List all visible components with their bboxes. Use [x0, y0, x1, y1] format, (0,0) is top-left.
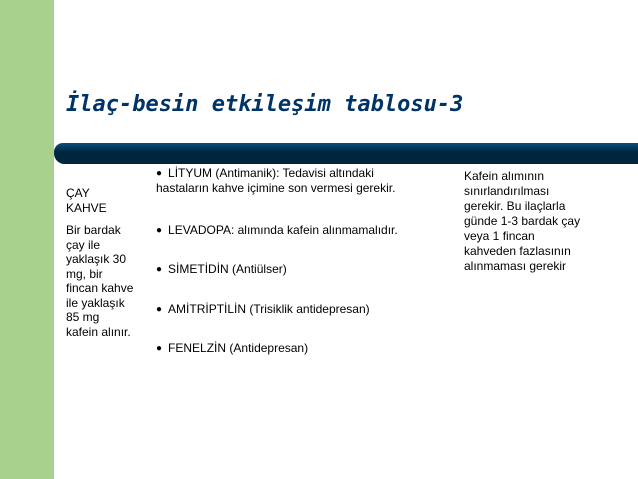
food-text-line: ile yaklaşık	[66, 295, 125, 310]
food-heading-line-1: ÇAY	[66, 186, 90, 200]
recommendation-line: alınmaması gerekir	[464, 259, 567, 273]
food-text-line: mg, bir	[66, 266, 103, 281]
drug-list-item	[156, 341, 456, 356]
recommendation-line: Kafein alımının	[464, 169, 545, 183]
bullet-icon: ●	[156, 264, 163, 275]
drug-list-item	[156, 262, 456, 277]
drug-list-item	[156, 302, 456, 317]
drug-item-text: SİMETİDİN (Antiülser)	[168, 262, 287, 276]
bullet-icon: ●	[156, 225, 163, 236]
food-column	[66, 186, 154, 339]
recommendation-line: günde 1-3 bardak çay	[464, 214, 581, 228]
food-text-line: çay ile	[66, 237, 101, 252]
drug-list-item	[156, 166, 456, 196]
food-text-line: Bir bardak	[66, 223, 121, 237]
food-text-line: yaklaşık 30	[66, 252, 127, 266]
food-heading-line-2: KAHVE	[66, 200, 107, 215]
recommendation-line: kahveden fazlasının	[464, 244, 571, 258]
food-text-line: fincan kahve	[66, 281, 134, 295]
bullet-icon: ●	[156, 168, 163, 179]
title-divider-bar	[54, 143, 638, 164]
slide-title: İlaç-besin etkileşim tablosu-3	[66, 92, 464, 117]
drug-item-text: LEVADOPA: alımında kafein alınmamalıdır.	[168, 223, 398, 237]
drug-list-item	[156, 223, 456, 238]
food-text-line: kafein alınır.	[66, 324, 131, 339]
drug-item-text: AMİTRİPTİLİN (Trisiklik antidepresan)	[168, 302, 370, 316]
left-decorative-band	[0, 0, 54, 479]
recommendation-line: veya 1 fincan	[464, 229, 535, 243]
recommendation-column	[464, 169, 624, 274]
bullet-icon: ●	[156, 343, 163, 354]
drug-item-text: LİTYUM (Antimanik): Tedavisi altındaki	[168, 166, 374, 180]
recommendation-line: gerekir. Bu ilaçlarla	[464, 199, 566, 213]
drug-item-text: FENELZİN (Antidepresan)	[168, 341, 309, 355]
food-text-line: 85 mg	[66, 310, 100, 324]
bullet-icon: ●	[156, 304, 163, 315]
drug-item-text-continued: hastaların kahve içimine son vermesi gerekir.	[156, 181, 396, 195]
recommendation-line: sınırlandırılması	[464, 184, 550, 198]
